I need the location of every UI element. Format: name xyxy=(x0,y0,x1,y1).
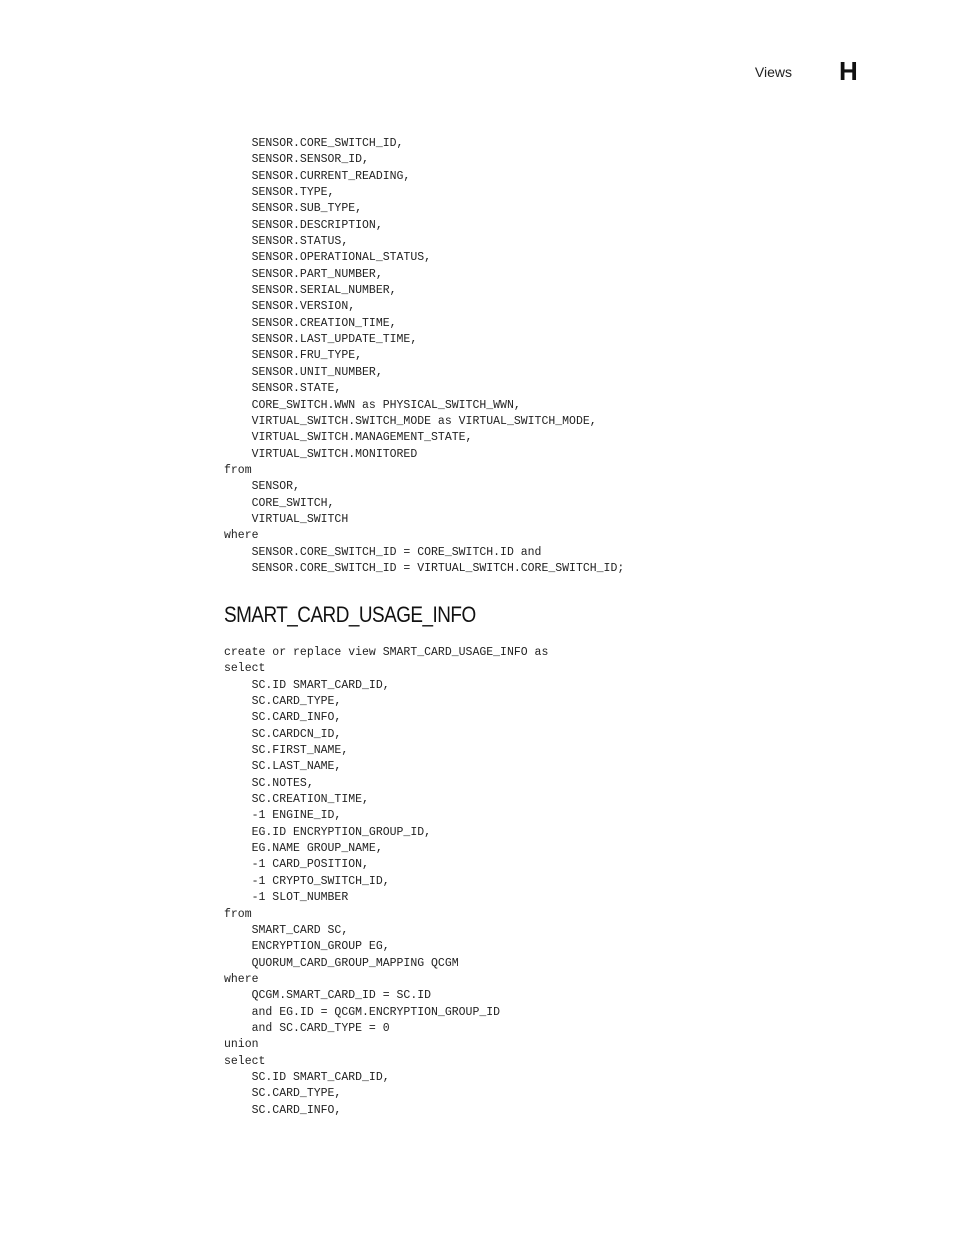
code-line: and EG.ID = QCGM.ENCRYPTION_GROUP_ID xyxy=(224,1005,501,1019)
code-line: SENSOR.UNIT_NUMBER, xyxy=(224,365,383,379)
code-line: SENSOR.CREATION_TIME, xyxy=(224,316,397,330)
code-line: SENSOR.LAST_UPDATE_TIME, xyxy=(224,333,418,347)
code-line: select xyxy=(224,1054,266,1068)
code-line: EG.NAME GROUP_NAME, xyxy=(224,842,383,856)
code-line: -1 ENGINE_ID, xyxy=(224,809,342,823)
code-line: select xyxy=(224,662,266,676)
code-line: QCGM.SMART_CARD_ID = SC.ID xyxy=(224,989,432,1003)
code-line: -1 SLOT_NUMBER xyxy=(224,891,349,905)
code-line: VIRTUAL_SWITCH xyxy=(224,512,349,526)
code-line: SMART_CARD SC, xyxy=(224,923,349,937)
sql-code-block-smart-card-view xyxy=(224,645,548,1119)
code-line: SC.LAST_NAME, xyxy=(224,760,342,774)
code-line: SENSOR.TYPE, xyxy=(224,186,335,200)
code-line: SC.CARD_INFO, xyxy=(224,711,342,725)
code-line: VIRTUAL_SWITCH.MANAGEMENT_STATE, xyxy=(224,431,473,445)
code-line: SENSOR.CORE_SWITCH_ID = VIRTUAL_SWITCH.CORE_SWITCH_ID; xyxy=(224,561,625,575)
code-line: SENSOR.CURRENT_READING, xyxy=(224,169,411,183)
code-line: -1 CRYPTO_SWITCH_ID, xyxy=(224,874,390,888)
code-line: and SC.CARD_TYPE = 0 xyxy=(224,1021,390,1035)
code-line: where xyxy=(224,529,259,543)
code-line: where xyxy=(224,972,259,986)
code-line: SENSOR.SENSOR_ID, xyxy=(224,153,369,167)
code-line: VIRTUAL_SWITCH.SWITCH_MODE as VIRTUAL_SWITCH_MODE, xyxy=(224,414,597,428)
code-line: from xyxy=(224,463,252,477)
section-heading: SMART_CARD_USAGE_INFO xyxy=(224,602,476,627)
code-line: SC.FIRST_NAME, xyxy=(224,744,349,758)
sql-code-block-sensor-view xyxy=(224,136,624,577)
code-line: CORE_SWITCH.WWN as PHYSICAL_SWITCH_WWN, xyxy=(224,398,521,412)
code-line: SC.NOTES, xyxy=(224,776,314,790)
code-line: QUORUM_CARD_GROUP_MAPPING QCGM xyxy=(224,956,459,970)
code-line: VIRTUAL_SWITCH.MONITORED xyxy=(224,447,418,461)
code-line: SENSOR.SERIAL_NUMBER, xyxy=(224,284,397,298)
code-line: SENSOR.SUB_TYPE, xyxy=(224,202,363,216)
code-line: SC.CARD_TYPE, xyxy=(224,1087,342,1101)
running-header-section: Views xyxy=(754,64,792,80)
code-line: SC.CARDCN_ID, xyxy=(224,727,342,741)
code-line: ENCRYPTION_GROUP EG, xyxy=(224,940,390,954)
code-line: EG.ID ENCRYPTION_GROUP_ID, xyxy=(224,825,432,839)
code-line: CORE_SWITCH, xyxy=(224,496,335,510)
code-line: SENSOR.OPERATIONAL_STATUS, xyxy=(224,251,432,265)
code-line: SENSOR.CORE_SWITCH_ID = CORE_SWITCH.ID and xyxy=(224,545,542,559)
code-line: -1 CARD_POSITION, xyxy=(224,858,369,872)
code-line: SENSOR.DESCRIPTION, xyxy=(224,218,383,232)
code-line: SC.ID SMART_CARD_ID, xyxy=(224,1070,390,1084)
code-line: SENSOR.PART_NUMBER, xyxy=(224,267,383,281)
code-line: SENSOR.STATUS, xyxy=(224,235,349,249)
appendix-letter: H xyxy=(839,56,858,86)
code-line: from xyxy=(224,907,252,921)
code-line: create or replace view SMART_CARD_USAGE_INFO as xyxy=(224,646,549,659)
code-line: SENSOR.STATE, xyxy=(224,382,342,396)
code-line: SC.CARD_INFO, xyxy=(224,1103,342,1117)
code-line: SC.ID SMART_CARD_ID, xyxy=(224,678,390,692)
code-line: SC.CREATION_TIME, xyxy=(224,793,369,807)
code-line: SC.CARD_TYPE, xyxy=(224,695,342,709)
code-line: SENSOR.VERSION, xyxy=(224,300,356,314)
code-line: SENSOR.CORE_SWITCH_ID, xyxy=(224,137,404,150)
code-line: SENSOR.FRU_TYPE, xyxy=(224,349,363,363)
code-line: union xyxy=(224,1038,259,1052)
code-line: SENSOR, xyxy=(224,480,300,494)
